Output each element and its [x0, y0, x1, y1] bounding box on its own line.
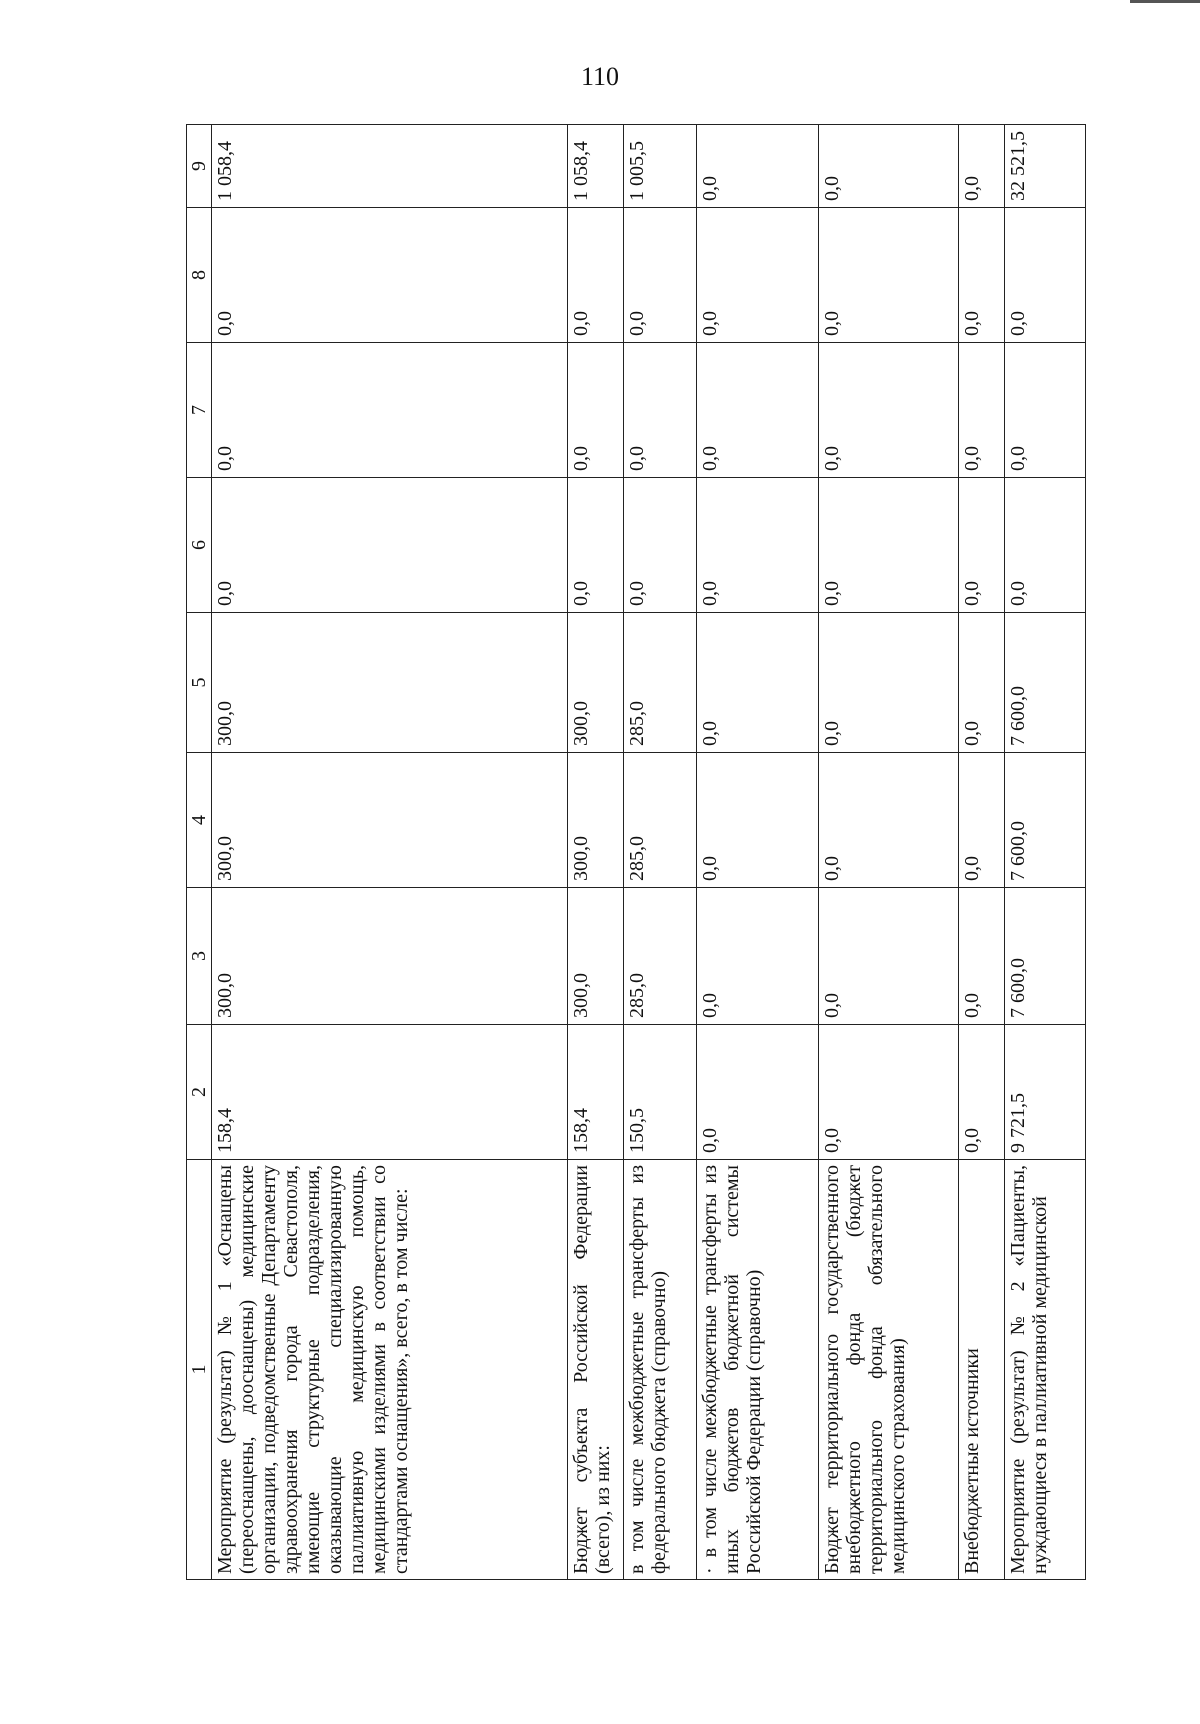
- table-row: [623, 125, 696, 1580]
- table-row: [958, 125, 1004, 1580]
- column-header: 4: [187, 753, 212, 888]
- row-name-cell: Мероприятие (результат) № 2 «Пациенты, нуждающиеся в паллиативной медицинской: [1004, 1160, 1085, 1580]
- rotated-table-container: [186, 125, 1086, 1580]
- value-cell: 0,0: [623, 208, 696, 343]
- value-cell: 0,0: [958, 478, 1004, 613]
- value-cell: 300,0: [567, 753, 623, 888]
- table-row: [818, 125, 958, 1580]
- value-cell: 0,0: [818, 888, 958, 1025]
- value-cell: 32 521,5: [1004, 125, 1085, 208]
- value-cell: 300,0: [212, 613, 568, 753]
- row-name-cell: в том числе межбюджетные трансферты из федерального бюджета (справочно): [623, 1160, 696, 1580]
- column-header: 6: [187, 478, 212, 613]
- value-cell: 1 005,5: [623, 125, 696, 208]
- row-name-cell: Бюджет территориального государственного внебюджетного фонда (бюджет территориального фонда обязательного медицинского страхования): [818, 1160, 958, 1580]
- row-name-cell: Бюджет субъекта Российской Федерации (всего), из них:: [567, 1160, 623, 1580]
- column-header: 1: [187, 1160, 212, 1580]
- value-cell: 158,4: [567, 1025, 623, 1160]
- value-cell: 0,0: [623, 343, 696, 478]
- value-cell: 0,0: [958, 888, 1004, 1025]
- value-cell: 0,0: [818, 125, 958, 208]
- value-cell: 1 058,4: [212, 125, 568, 208]
- value-cell: 0,0: [696, 343, 818, 478]
- column-header: 8: [187, 208, 212, 343]
- value-cell: 0,0: [567, 343, 623, 478]
- column-header: 3: [187, 888, 212, 1025]
- value-cell: 0,0: [696, 125, 818, 208]
- row-name-cell: Внебюджетные источники: [958, 1160, 1004, 1580]
- value-cell: 0,0: [212, 478, 568, 613]
- value-cell: 7 600,0: [1004, 753, 1085, 888]
- value-cell: 0,0: [623, 478, 696, 613]
- value-cell: 7 600,0: [1004, 888, 1085, 1025]
- page-number: 110: [580, 62, 620, 91]
- column-header: 7: [187, 343, 212, 478]
- value-cell: 7 600,0: [1004, 613, 1085, 753]
- value-cell: 0,0: [696, 753, 818, 888]
- value-cell: 0,0: [818, 478, 958, 613]
- value-cell: 0,0: [567, 478, 623, 613]
- value-cell: 0,0: [696, 613, 818, 753]
- value-cell: 0,0: [212, 208, 568, 343]
- value-cell: 0,0: [1004, 208, 1085, 343]
- value-cell: 0,0: [818, 343, 958, 478]
- value-cell: 0,0: [818, 208, 958, 343]
- value-cell: 158,4: [212, 1025, 568, 1160]
- value-cell: 0,0: [958, 753, 1004, 888]
- value-cell: 0,0: [696, 888, 818, 1025]
- row-name-cell: · в том числе межбюджетные трансферты из иных бюджетов бюджетной системы Российской Федерации (справочно): [696, 1160, 818, 1580]
- value-cell: 285,0: [623, 613, 696, 753]
- value-cell: 285,0: [623, 753, 696, 888]
- value-cell: 300,0: [212, 753, 568, 888]
- value-cell: 0,0: [1004, 478, 1085, 613]
- value-cell: 0,0: [958, 613, 1004, 753]
- value-cell: 0,0: [212, 343, 568, 478]
- table-row: [567, 125, 623, 1580]
- column-header: 2: [187, 1025, 212, 1160]
- value-cell: 1 058,4: [567, 125, 623, 208]
- value-cell: 0,0: [567, 208, 623, 343]
- row-name-cell: Мероприятие (результат) № 1 «Оснащены (переоснащены, дооснащены) медицинские организации, подведомственные Департаменту здравоохранения города Севастополя, имеющие структурные подразделения, оказывающие специализированную паллиативную медицинскую помощь, медицинскими изделиями в соответствии со стандартами оснащения», всего, в том числе:: [212, 1160, 568, 1580]
- column-header: 5: [187, 613, 212, 753]
- value-cell: 0,0: [958, 1025, 1004, 1160]
- funding-table: [186, 124, 1086, 1580]
- value-cell: 0,0: [958, 208, 1004, 343]
- table-row: [212, 125, 568, 1580]
- column-header: 9: [187, 125, 212, 208]
- value-cell: 9 721,5: [1004, 1025, 1085, 1160]
- value-cell: 150,5: [623, 1025, 696, 1160]
- value-cell: 0,0: [958, 125, 1004, 208]
- table-row: [1004, 125, 1085, 1580]
- value-cell: 0,0: [958, 343, 1004, 478]
- value-cell: 0,0: [818, 1025, 958, 1160]
- value-cell: 300,0: [567, 888, 623, 1025]
- value-cell: 0,0: [1004, 343, 1085, 478]
- value-cell: 300,0: [567, 613, 623, 753]
- value-cell: 285,0: [623, 888, 696, 1025]
- table-row: [696, 125, 818, 1580]
- value-cell: 0,0: [818, 613, 958, 753]
- value-cell: 0,0: [696, 1025, 818, 1160]
- value-cell: 0,0: [818, 753, 958, 888]
- scan-edge-mark: [1130, 0, 1200, 3]
- column-number-row: [187, 125, 212, 1580]
- value-cell: 0,0: [696, 478, 818, 613]
- value-cell: 0,0: [696, 208, 818, 343]
- value-cell: 300,0: [212, 888, 568, 1025]
